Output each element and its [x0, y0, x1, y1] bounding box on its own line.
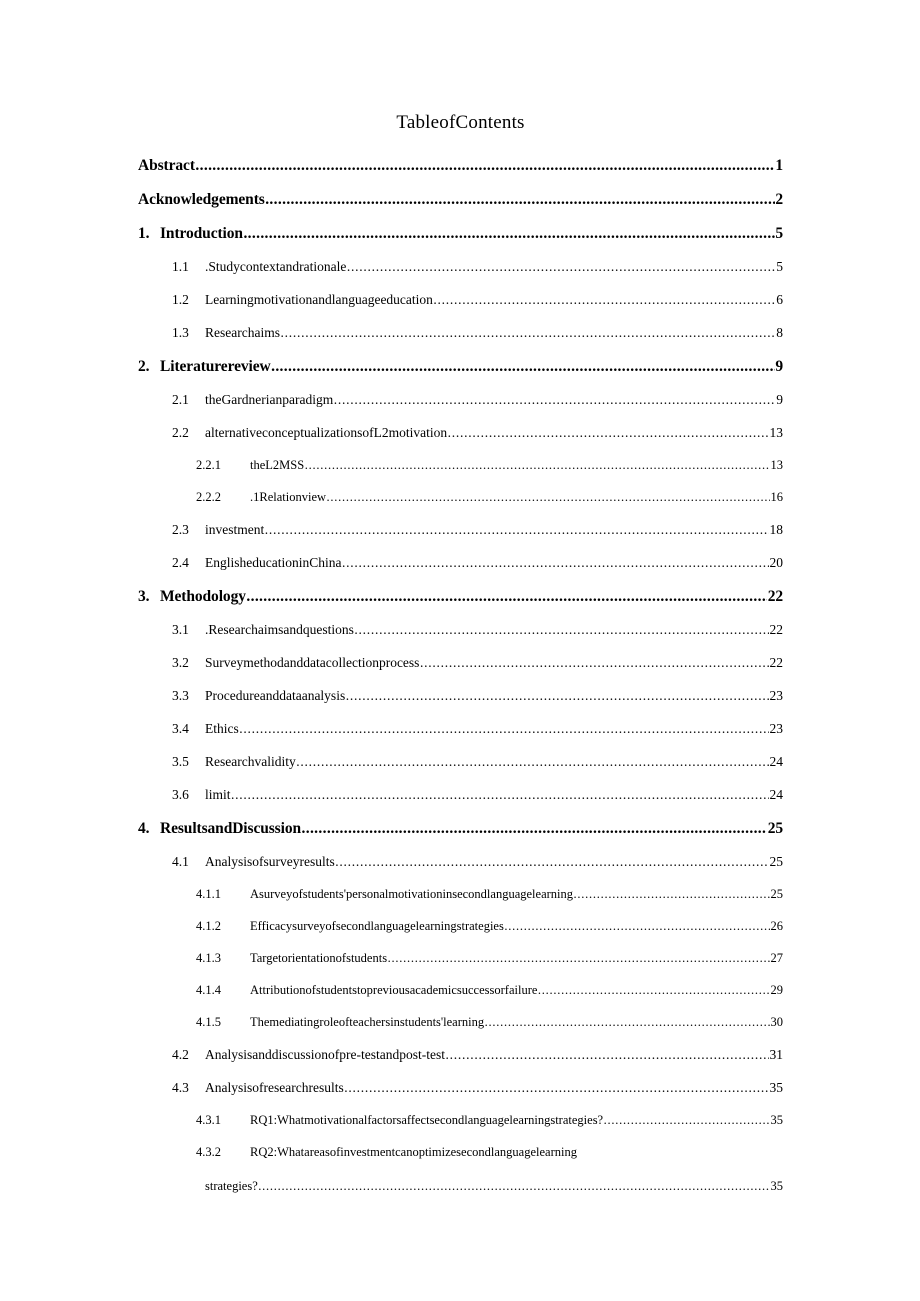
dot-leader — [239, 721, 769, 737]
toc-entry-number: 4.3 — [172, 1079, 189, 1095]
dot-leader — [335, 854, 769, 870]
toc-page-number: 23 — [769, 687, 783, 703]
toc-page-number: 13 — [769, 424, 783, 440]
toc-entry-label: Analysisofresearchresults — [205, 1079, 344, 1095]
toc-entry[interactable] — [138, 820, 783, 838]
dot-leader — [305, 458, 770, 473]
toc-entry-number: 2. — [138, 357, 150, 375]
toc-entry-label: Abstract — [138, 156, 195, 174]
dot-leader — [347, 259, 776, 275]
toc-entry[interactable] — [138, 1015, 783, 1030]
toc-entry-number: 3.6 — [172, 786, 189, 802]
toc-page-number: 9 — [775, 357, 783, 375]
toc-entry-number: 2.2.1 — [196, 457, 221, 472]
toc-entry-label: Attributionofstudentstopreviousacademicsuccessorfailure — [250, 982, 538, 997]
toc-page-number: 22 — [769, 654, 783, 670]
toc-entry[interactable] — [138, 458, 783, 473]
toc-page-number: 26 — [770, 918, 783, 933]
toc-entry-label: Surveymethodanddatacollectionprocess — [205, 654, 420, 670]
toc-entry[interactable] — [138, 259, 783, 275]
dot-leader — [231, 787, 769, 803]
toc-entry-label: .Researchaimsandquestions — [205, 621, 354, 637]
toc-entry[interactable] — [138, 325, 783, 341]
toc-entry-number: 4.3.2 — [196, 1144, 221, 1159]
toc-entry[interactable] — [138, 1145, 783, 1160]
toc-entry-label: Themediatingroleofteachersinstudents'learning — [250, 1014, 485, 1029]
toc-entry-number: 1.3 — [172, 324, 189, 340]
dot-leader — [448, 425, 769, 441]
toc-entry-label: Learningmotivationandlanguageeducation — [205, 291, 433, 307]
toc-entry-number: 2.2.2 — [196, 489, 221, 504]
toc-entry-label: theL2MSS — [250, 457, 305, 472]
toc-entry-number: 3.4 — [172, 720, 189, 736]
dot-leader — [346, 688, 769, 704]
dot-leader — [344, 1080, 769, 1096]
toc-entry[interactable] — [138, 655, 783, 671]
toc-entry[interactable] — [138, 1080, 783, 1096]
toc-page-number: 29 — [770, 982, 783, 997]
dot-leader — [538, 983, 770, 998]
toc-page-number: 23 — [769, 720, 783, 736]
toc-page-number: 5 — [775, 224, 783, 242]
toc-entry-number: 4.1.5 — [196, 1014, 221, 1029]
toc-entry-label: investment — [205, 521, 265, 537]
toc-entry-number: 3.3 — [172, 687, 189, 703]
toc-entry-label: RQ1:Whatmotivationalfactorsaffectsecondlanguagelearningstrategies? — [250, 1112, 604, 1127]
toc-entry-number: 1.2 — [172, 291, 189, 307]
toc-entry-label: limit — [205, 786, 231, 802]
toc-page-number: 18 — [769, 521, 783, 537]
toc-entry[interactable] — [138, 1113, 783, 1128]
toc-entry-label: Efficacysurveyofsecondlanguagelearningstrategies — [250, 918, 504, 933]
toc-entry-label: strategies? — [205, 1178, 258, 1193]
toc-entry[interactable] — [138, 1179, 783, 1194]
toc-entry-label: .1Relationview — [250, 489, 327, 504]
toc-page-number: 9 — [776, 391, 783, 407]
toc-entry-number: 4.1.4 — [196, 982, 221, 997]
toc-entry[interactable] — [138, 490, 783, 505]
dot-leader — [485, 1015, 770, 1030]
toc-entry[interactable] — [138, 983, 783, 998]
toc-entry-label: Analysisofsurveyresults — [205, 853, 335, 869]
toc-entry-number: 4.1 — [172, 853, 189, 869]
dot-leader — [342, 555, 769, 571]
toc-page-number: 25 — [770, 886, 783, 901]
dot-leader — [354, 622, 769, 638]
toc-page-number: 25 — [769, 853, 783, 869]
toc-page-number: 30 — [770, 1014, 783, 1029]
toc-entry-number: 3.5 — [172, 753, 189, 769]
toc-entry-number: 3.2 — [172, 654, 189, 670]
toc-entry[interactable] — [138, 555, 783, 571]
toc-entry[interactable] — [138, 887, 783, 902]
toc-entry-label: Methodology — [160, 587, 246, 605]
toc-entry-number: 4.3.1 — [196, 1112, 221, 1127]
toc-entry[interactable] — [138, 191, 783, 209]
toc-page-number: 13 — [770, 457, 783, 472]
toc-page-number: 24 — [769, 753, 783, 769]
toc-entry-label: Acknowledgements — [138, 190, 265, 208]
dot-leader — [271, 358, 775, 376]
toc-page-number: 27 — [770, 950, 783, 965]
toc-entry[interactable] — [138, 292, 783, 308]
toc-entry-label: Procedureanddataanalysis — [205, 687, 346, 703]
toc-entry-number: 2.3 — [172, 521, 189, 537]
toc-entry-label: Analysisanddiscussionofpre-testandpost-test — [205, 1046, 445, 1062]
dot-leader — [574, 887, 770, 902]
toc-entry-number: 2.1 — [172, 391, 189, 407]
toc-entry-number: 4. — [138, 819, 150, 837]
toc-page-number: 35 — [769, 1079, 783, 1095]
toc-entry-label: Asurveyofstudents'personalmotivationinsecondlanguagelearning — [250, 886, 574, 901]
dot-leader — [302, 820, 768, 838]
toc-entry-label: .Studycontextandrationale — [205, 258, 347, 274]
toc-entry[interactable] — [138, 754, 783, 770]
toc-entry-number: 1. — [138, 224, 150, 242]
toc-entry-label: alternativeconceptualizationsofL2motivation — [205, 424, 448, 440]
toc-entry-label: ResultsandDiscussion — [160, 819, 301, 837]
toc-entry[interactable] — [138, 919, 783, 934]
toc-page-number: 5 — [776, 258, 783, 274]
toc-entry-label: Ethics — [205, 720, 239, 736]
toc-entry[interactable] — [138, 157, 783, 175]
toc-entry-number: 2.2 — [172, 424, 189, 440]
dot-leader — [504, 919, 770, 934]
toc-entry-number: 2.4 — [172, 554, 189, 570]
toc-page-number: 35 — [770, 1178, 783, 1193]
toc-entry-label: RQ2:Whatareasofinvestmentcanoptimizesecondlanguagelearning — [250, 1144, 577, 1159]
dot-leader — [420, 655, 769, 671]
toc-entry-number: 4.1.2 — [196, 918, 221, 933]
toc-page-number: 8 — [776, 324, 783, 340]
toc-page-number: 25 — [767, 819, 783, 837]
dot-leader — [604, 1113, 770, 1128]
toc-entry-label: Targetorientationofstudents — [250, 950, 388, 965]
toc-page-number: 35 — [770, 1112, 783, 1127]
toc-entry[interactable] — [138, 358, 783, 376]
toc-page-number: 24 — [769, 786, 783, 802]
toc-entry[interactable] — [138, 854, 783, 870]
dot-leader — [258, 1179, 770, 1194]
page-title: TableofContents — [396, 112, 525, 133]
toc-page-number: 22 — [767, 587, 783, 605]
dot-leader — [445, 1047, 769, 1063]
toc-entry[interactable] — [138, 392, 783, 408]
dot-leader — [243, 225, 774, 243]
dot-leader — [265, 191, 775, 209]
toc-entry[interactable] — [138, 787, 783, 803]
toc-entry[interactable] — [138, 425, 783, 441]
toc-entry[interactable] — [138, 721, 783, 737]
toc-entry-label: Researchaims — [205, 324, 280, 340]
toc-entry-label: Researchvalidity — [205, 753, 296, 769]
dot-leader — [327, 490, 770, 505]
toc-entry-label: theGardnerianparadigm — [205, 391, 334, 407]
toc-entry-number: 1.1 — [172, 258, 189, 274]
toc-container — [138, 112, 783, 1194]
toc-entry[interactable] — [138, 622, 783, 638]
toc-entry[interactable] — [138, 951, 783, 966]
dot-leader — [296, 754, 769, 770]
toc-entry-label: Literaturereview — [160, 357, 271, 375]
toc-page-number: 1 — [775, 156, 783, 174]
toc-page-number: 2 — [775, 190, 783, 208]
toc-page-number: 20 — [769, 554, 783, 570]
toc-entry-number: 3.1 — [172, 621, 189, 637]
toc-entry-label: Introduction — [160, 224, 243, 242]
toc-entry[interactable] — [138, 588, 783, 606]
dot-leader — [265, 522, 769, 538]
toc-page-number: 31 — [769, 1046, 783, 1062]
dot-leader — [388, 951, 770, 966]
toc-entry-number: 4.1.1 — [196, 886, 221, 901]
dot-leader — [334, 392, 776, 408]
toc-page-number: 16 — [770, 489, 783, 504]
dot-leader — [280, 325, 775, 341]
toc-page-number: 6 — [776, 291, 783, 307]
toc-entry[interactable] — [138, 225, 783, 243]
dot-leader — [433, 292, 775, 308]
toc-page-number: 22 — [769, 621, 783, 637]
toc-entry-label: EnglisheducationinChina — [205, 554, 342, 570]
toc-entry[interactable] — [138, 1047, 783, 1063]
toc-entry[interactable] — [138, 688, 783, 704]
toc-entry-number: 4.2 — [172, 1046, 189, 1062]
dot-leader — [195, 157, 774, 175]
dot-leader — [246, 588, 767, 606]
toc-entry-number: 4.1.3 — [196, 950, 221, 965]
toc-entry[interactable] — [138, 522, 783, 538]
toc-entry-number: 3. — [138, 587, 150, 605]
